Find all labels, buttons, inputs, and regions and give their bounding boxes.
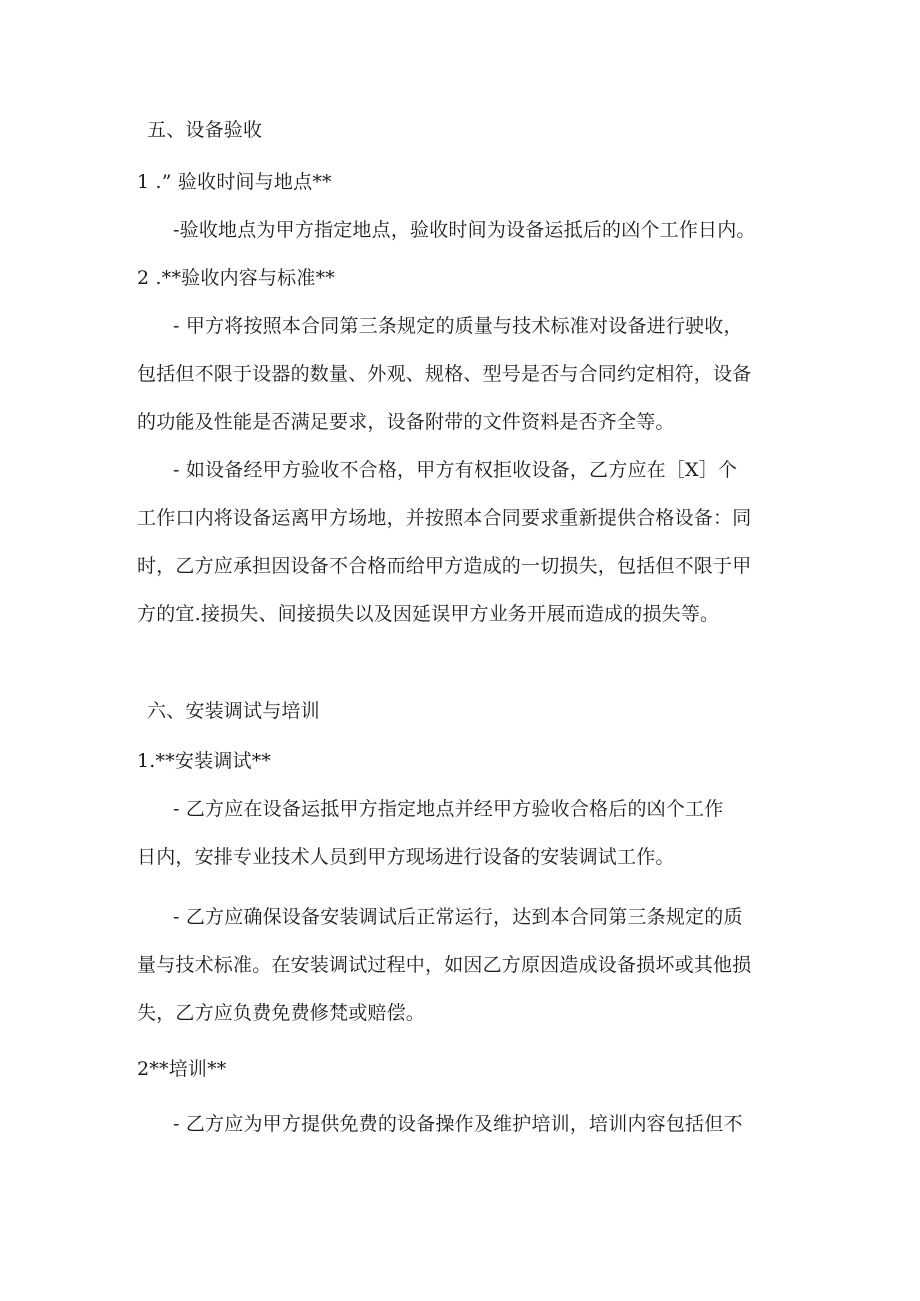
paragraph-line: - 乙方应在设备运抵甲方指定地点并经甲方验收合格后的凶个工作 xyxy=(173,798,724,820)
paragraph-line: - 如设备经甲方验收不合格，甲方有权拒收设备，乙方应在［X］个 xyxy=(173,459,738,481)
paragraph-line: 时，乙方应承担因设备不合格而给甲方造成的一切损失，包括但不限于甲 xyxy=(137,555,752,577)
section-heading-equipment-acceptance: 五、设备验收 xyxy=(147,119,263,141)
paragraph-line: - 乙方应确保设备安装调试后正常运行，达到本合同第三条规定的质 xyxy=(173,906,743,928)
paragraph-line: 日内，安排专业技术人员到甲方现场进行设备的安装调试工作。 xyxy=(137,846,675,868)
paragraph-line: -验收地点为甲方指定地点，验收时间为设备运抵后的凶个工作日内。 xyxy=(173,219,756,241)
paragraph-line: 失，乙方应负费免费修梵或赔偿。 xyxy=(137,1002,426,1024)
paragraph-line: 的功能及性能是否满足要求，设备附带的文件资料是否齐全等。 xyxy=(137,411,675,433)
paragraph-line: 包括但不限于设器的数量、外观、规格、型号是否与合同约定相符，设备 xyxy=(137,363,752,385)
paragraph-line: - 乙方应为甲方提供免费的设备操作及维护培训，培训内容包括但不 xyxy=(173,1113,743,1135)
paragraph-line: 工作口内将设备运离甲方场地，并按照本合同要求重新提供合格设备：同 xyxy=(137,507,752,529)
paragraph-line: 方的宜.接损失、间接损失以及因延误甲方业务开展而造成的损失等。 xyxy=(137,603,720,625)
item-title-acceptance-content-standard: 2 .**验收内容与标准** xyxy=(137,267,335,289)
item-title-acceptance-time-place: 1 .” 验收时间与地点** xyxy=(137,171,332,193)
item-title-installation-debugging: 1.**安装调试** xyxy=(137,750,272,772)
paragraph-line: - 甲方将按照本合同第三条规定的质量与技术标准对设备进行驶收， xyxy=(173,315,743,337)
item-title-training: 2**培训** xyxy=(137,1058,227,1080)
section-heading-installation-training: 六、安装调试与培训 xyxy=(147,700,320,722)
paragraph-line: 量与技术标准。在安装调试过程中，如因乙方原因造成设备损坏或其他损 xyxy=(137,954,752,976)
